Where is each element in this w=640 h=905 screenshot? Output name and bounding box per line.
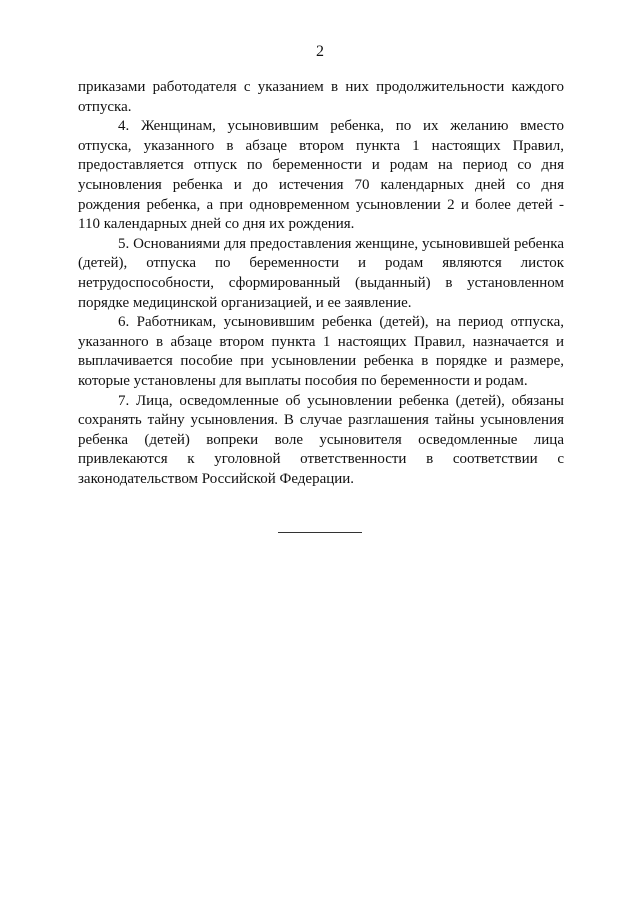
paragraph-item-6: 6. Работникам, усыновившим ребенка (детей), на период отпуска, указанного в абзаце втором пункта 1 настоящих Правил, назначается и выплачивается пособие при усыновлении ребенка в порядке и размере, которые установлены для выплаты пособия по беременности и родам. xyxy=(78,314,564,389)
paragraph-item-7: 7. Лица, осведомленные об усыновлении ребенка (детей), обязаны сохранять тайну усыновления. В случае разглашения тайны усыновления ребенка (детей) вопреки воле усыновителя осведомленные лица привлекаются к уголовной ответственности в соответствии с законодательством Российской Федерации. xyxy=(78,392,564,487)
paragraph-item-4: 4. Женщинам, усыновившим ребенка, по их желанию вместо отпуска, указанного в абзаце втором пункта 1 настоящих Правил, предоставляется отпуск по беременности и родам на период со дня усыновления ребенка и до истечения 70 календарных дней со дня рождения ребенка, а при одновременном усыновлении 2 и более детей - 110 календарных дней со дня их рождения. xyxy=(78,118,564,233)
paragraph-item-5: 5. Основаниями для предоставления женщине, усыновившей ребенка (детей), отпуска по беременности и родам являются листок нетрудоспособности, сформированный (выданный) в установленном порядке медицинской организацией, и ее заявление. xyxy=(78,235,564,311)
document-body xyxy=(78,78,564,489)
page-number: 2 xyxy=(316,43,324,60)
paragraph-continuation: приказами работодателя с указанием в них продолжительности каждого отпуска. xyxy=(78,79,564,115)
end-separator-line xyxy=(278,532,362,533)
